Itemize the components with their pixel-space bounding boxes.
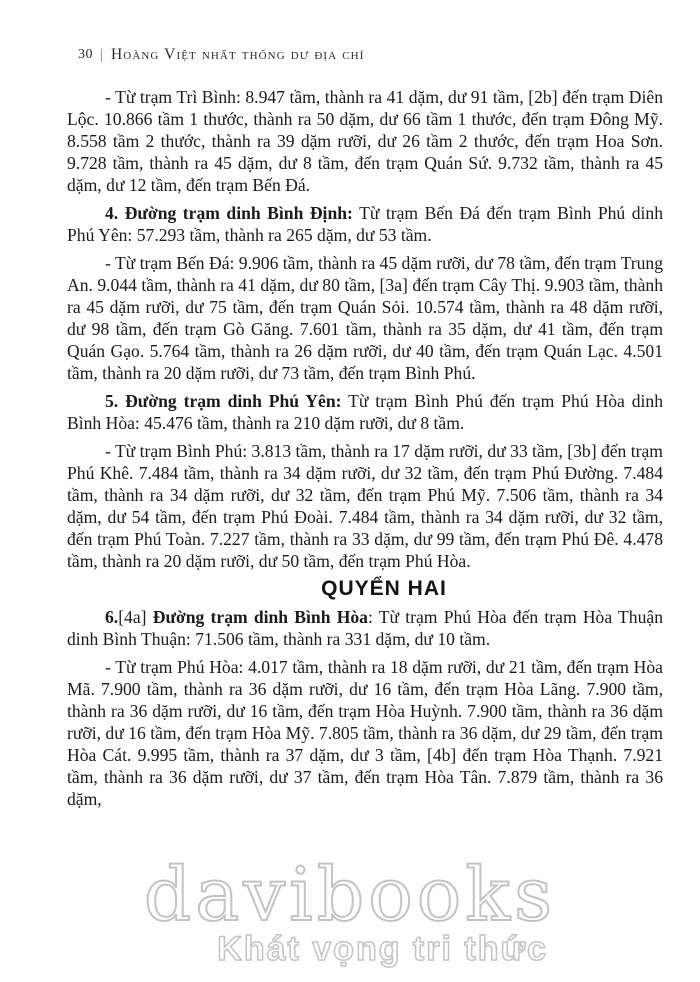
section-5-label: 5. Đường trạm dinh Phú Yên: — [105, 391, 342, 411]
paragraph-section-4-binh-dinh — [67, 202, 663, 246]
paragraph-tram-tri-binh — [67, 86, 663, 196]
section-4-label: 4. Đường trạm dinh Bình Định: — [105, 203, 353, 223]
paragraph-tram-binh-phu — [67, 440, 663, 572]
running-header — [78, 46, 364, 64]
section-5-text: Từ trạm Bình Phú đến trạm Phú Hòa dinh Bình Hòa: 45.476 tầm, thành ra 210 dặm rưỡi, dư 8 tầm. — [67, 391, 664, 433]
page-number: 30 — [78, 47, 93, 62]
paragraph-text: - Từ trạm Trì Bình: 8.947 tầm, thành ra 41 dặm, dư 91 tầm, [2b] đến trạm Diên Lộc. 10.866 tầm 1 thước, thành ra 50 dặm, dư 66 tầm 1 thước, đến trạm Đông Mỹ. 8.558 tầm 2 thước, thành ra 39 dặm rưỡi, dư 26 tầm 2 thước, đến trạm Hoa Sơn. 9.728 tầm, thành ra 45 dặm, dư 8 tầm, đến trạm Quán Sứ. 9.732 tầm, thành ra 45 dặm, dư 12 tầm, đến trạm Bến Đá. — [67, 87, 663, 195]
chapter-heading-quyen-hai: QUYỂN HAI — [321, 577, 447, 600]
paragraph-text: - Từ trạm Bình Phú: 3.813 tầm, thành ra 17 dặm rưỡi, dư 33 tầm, [3b] đến trạm Phú Khê. 7.484 tầm, thành ra 34 dặm rưỡi, dư 32 tầm, đến trạm Phú Đường. 7.484 tầm, thành ra 34 dặm rưỡi, dư 32 tầm, đến trạm Phú Mỹ. 7.506 tầm, thành ra 34 dặm, dư 54 tầm, đến trạm Phú Đoài. 7.484 tầm, thành ra 34 dặm rưỡi, dư 32 tầm, đến trạm Phú Toàn. 7.227 tầm, thành ra 33 dặm, dư 99 tầm, đến trạm Phú Đê. 4.478 tầm, thành ra 20 dặm rưỡi, dư 50 tầm, đến trạm Phú Hòa. — [67, 441, 663, 571]
paragraph-section-5-phu-yen — [67, 390, 663, 434]
header-divider — [101, 49, 102, 62]
paragraph-text: - Từ trạm Phú Hòa: 4.017 tầm, thành ra 18 dặm rưỡi, dư 21 tầm, đến trạm Hòa Mã. 7.900 tầm, thành ra 36 dặm rưỡi, dư 16 tầm, đến trạm Hòa Lãng. 7.900 tầm, thành ra 36 dặm rưỡi, dư 16 tầm, đến trạm Hòa Huỳnh. 7.900 tầm, thành ra 36 dặm rưỡi, dư 16 tầm, đến trạm Hòa Mỹ. 7.805 tầm, thành ra 36 dặm, dư 29 tầm, đến trạm Hòa Cát. 9.995 tầm, thành ra 37 dặm, dư 3 tầm, [4b] đến trạm Hòa Thạnh. 7.921 tầm, thành ra 36 dặm rưỡi, dư 37 tầm, đến trạm Hòa Tân. 7.879 tầm, thành ra 36 dặm, — [67, 657, 663, 809]
watermark-brand-text: davibooks — [143, 852, 557, 938]
section-6-folio-marker: [4a] — [118, 607, 153, 627]
section-4-text: Từ trạm Bến Đá đến trạm Bình Phú dinh Phú Yên: 57.293 tầm, thành ra 265 dặm, dư 53 tầm. — [67, 203, 663, 245]
section-6-text: : Từ trạm Phú Hòa đến trạm Hòa Thuận dinh Bình Thuận: 71.506 tầm, thành ra 331 dặm, dư 10 tầm. — [67, 607, 663, 649]
section-6-number: 6. — [105, 607, 119, 627]
section-6-label: Đường trạm dinh Bình Hòa — [152, 607, 368, 627]
paragraph-tram-phu-hoa — [67, 656, 663, 810]
paragraph-text: - Từ trạm Bến Đá: 9.906 tầm, thành ra 45 dặm rưỡi, dư 78 tầm, đến trạm Trung An. 9.044 tầm, thành ra 41 dặm, dư 80 tầm, [3a] đến trạm Cây Thị. 9.903 tầm, thành ra 45 dặm rưỡi, dư 75 tầm, đến trạm Quán Sỏi. 10.574 tầm, thành ra 48 dặm rưỡi, dư 98 tầm, đến trạm Gò Găng. 7.601 tầm, thành ra 35 dặm, dư 41 tầm, đến trạm Quán Gạo. 5.764 tầm, thành ra 26 dặm rưỡi, dư 40 tầm, đến trạm Quán Lạc. 4.501 tầm, thành ra 20 dặm rưỡi, dư 73 tầm, đến trạm Bình Phú. — [67, 253, 663, 383]
page-text-block — [67, 86, 663, 816]
paragraph-section-6-binh-hoa — [67, 606, 663, 650]
watermark-tagline-text: Khát vọng tri thức — [217, 930, 548, 968]
running-title: Hoàng Việt nhất thống dư địa chí — [111, 46, 365, 63]
paragraph-tram-ben-da — [67, 252, 663, 384]
